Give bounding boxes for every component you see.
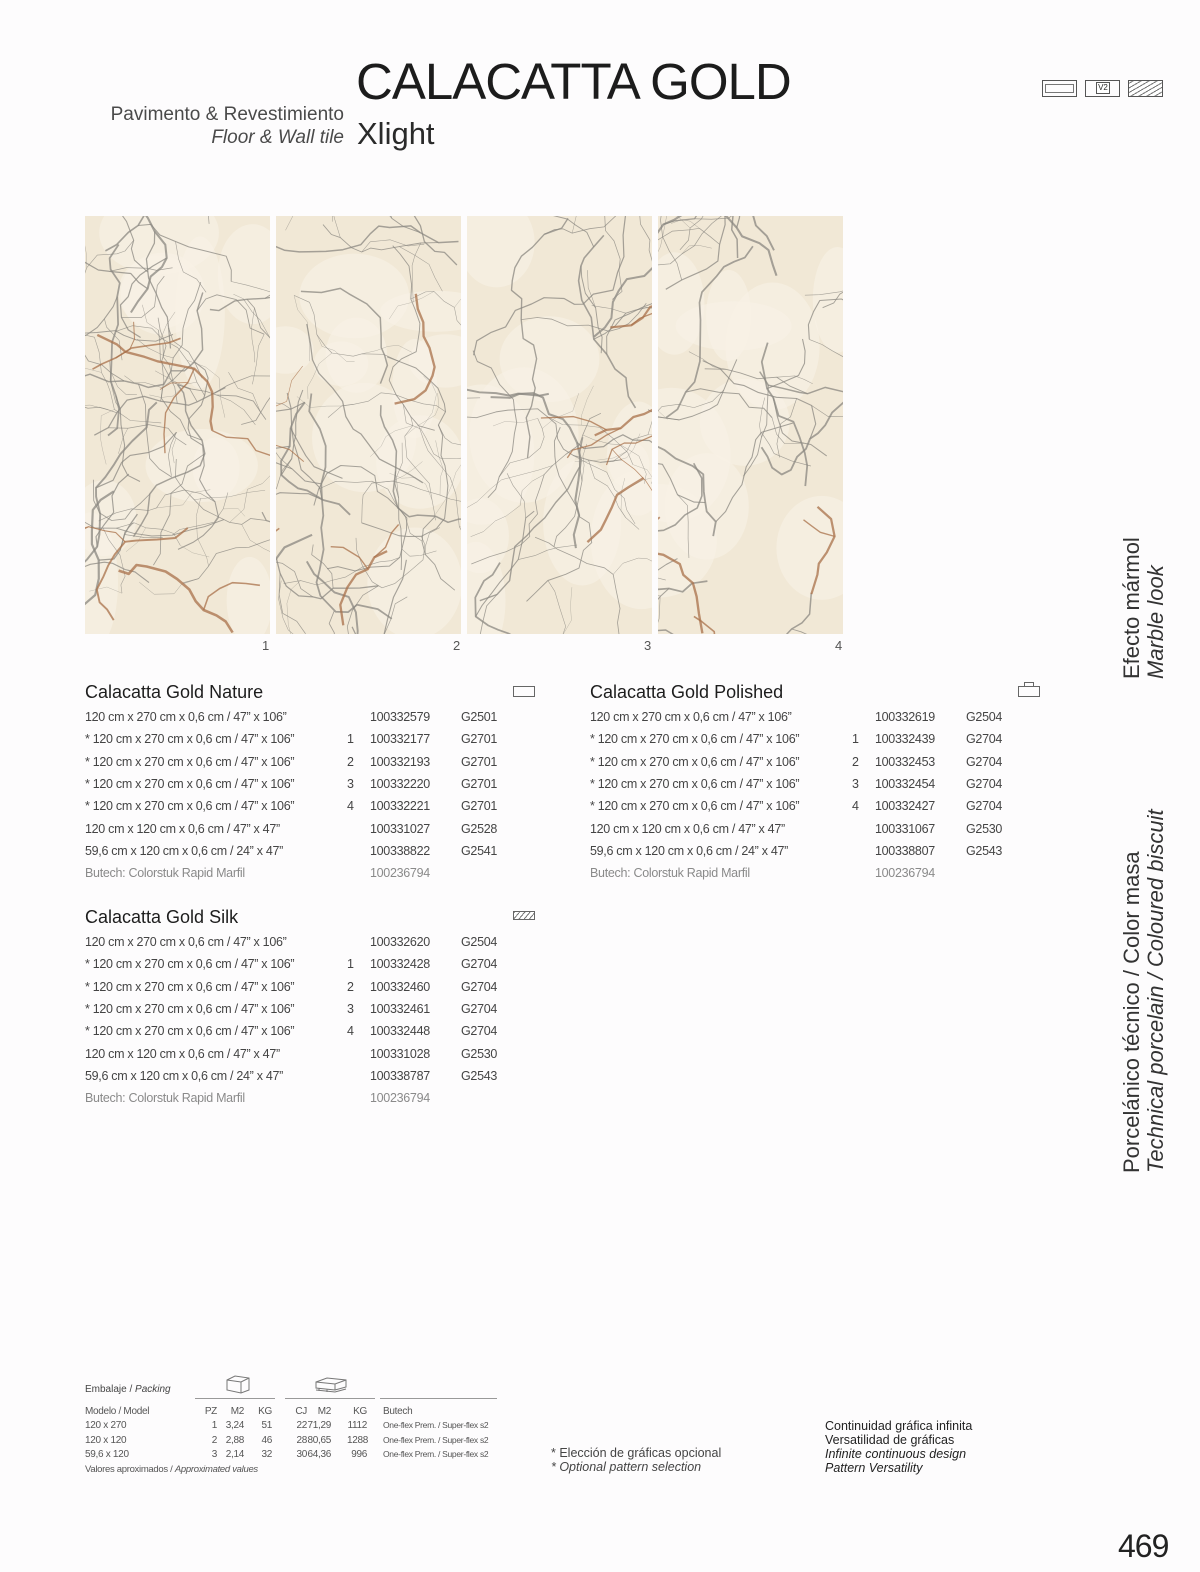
size-cell: * 120 cm x 270 cm x 0,6 cm / 47” x 106” xyxy=(85,754,295,769)
butech-code: 100236794 xyxy=(875,866,935,881)
header-subtitle xyxy=(111,103,344,149)
product-row xyxy=(85,998,535,1020)
product-silk xyxy=(85,907,535,1109)
product-nature xyxy=(85,682,535,884)
graphic-code-cell: G2543 xyxy=(461,1068,498,1083)
product-code-cell: 100332454 xyxy=(875,777,935,792)
subtitle-es: Pavimento & Revestimiento xyxy=(110,104,344,125)
tile-number-cell: 2 xyxy=(347,979,354,994)
optional-en: * Optional pattern selection xyxy=(551,1460,702,1474)
side-porcelain xyxy=(1120,809,1168,1173)
box-icon xyxy=(225,1374,251,1394)
tile-number-cell: 1 xyxy=(347,957,354,972)
product-row xyxy=(85,1020,535,1042)
graphic-code-cell: G2704 xyxy=(966,732,1003,747)
packing-cell: One-flex Prem. / Super-flex s2 xyxy=(383,1434,489,1445)
pallet-icon xyxy=(313,1374,349,1394)
product-code-cell: 100332439 xyxy=(875,732,935,747)
graphic-code-cell: G2704 xyxy=(461,1002,498,1017)
graphic-code-cell: G2704 xyxy=(966,777,1003,792)
slab-label-3: 3 xyxy=(644,638,652,653)
product-title: Calacatta Gold Polished xyxy=(590,682,784,702)
packing-title xyxy=(85,1384,171,1395)
product-row xyxy=(85,706,535,728)
graphic-code-cell: G2704 xyxy=(461,1024,498,1039)
packing-note xyxy=(85,1464,258,1475)
v2-icon xyxy=(1085,80,1120,97)
v2-label: V2 xyxy=(1096,82,1110,94)
page-title: CALACATTA GOLD xyxy=(356,53,791,110)
divider xyxy=(380,1398,497,1399)
product-title: Calacatta Gold Silk xyxy=(85,907,239,927)
packing-cell: 28 xyxy=(296,1434,307,1446)
tile-number-cell: 3 xyxy=(347,777,354,792)
packing-cell: 120 x 120 xyxy=(85,1434,127,1446)
packing-header-cell: PZ xyxy=(204,1406,217,1417)
tile-number-cell: 1 xyxy=(852,732,859,747)
tile-number-cell: 3 xyxy=(347,1002,354,1017)
slab-label-1: 1 xyxy=(262,638,270,653)
packing-header-cell: Butech xyxy=(383,1406,413,1417)
packing-header-cell: Modelo / Model xyxy=(85,1406,150,1417)
slab-label-4: 4 xyxy=(835,638,843,653)
product-code-cell: 100332177 xyxy=(370,732,430,747)
product-row xyxy=(85,840,535,862)
subtitle-en: Floor & Wall tile xyxy=(211,127,344,148)
divider xyxy=(285,1398,375,1399)
tile-number-cell: 4 xyxy=(347,799,354,814)
product-row xyxy=(85,795,535,817)
polished-finish-icon xyxy=(1018,686,1040,697)
size-cell: * 120 cm x 270 cm x 0,6 cm / 47” x 106” xyxy=(590,799,800,814)
product-row xyxy=(590,751,1040,773)
packing-note-es: Valores aproximados / xyxy=(85,1464,173,1475)
side-marble-look xyxy=(1120,537,1168,679)
packing-title-es: Embalaje / xyxy=(85,1384,133,1395)
product-code-cell: 100332620 xyxy=(370,935,430,950)
slab-icon xyxy=(1042,80,1077,97)
packing-cell: 996 xyxy=(351,1449,367,1460)
size-cell: 120 cm x 270 cm x 0,6 cm / 47” x 106” xyxy=(590,710,792,725)
slab-image-2 xyxy=(276,216,461,634)
packing-cell: 32 xyxy=(261,1449,272,1460)
butech-label: Butech: Colorstuk Rapid Marfil xyxy=(85,866,245,881)
tile-number-cell: 2 xyxy=(852,754,859,769)
packing-header-cell: M2 xyxy=(317,1406,331,1417)
packing-header-cell: M2 xyxy=(230,1406,244,1417)
packing-cell: 22 xyxy=(296,1420,307,1431)
graphic-code-cell: G2543 xyxy=(966,843,1003,858)
product-code-cell: 100331067 xyxy=(875,821,935,836)
texture-icon xyxy=(1128,80,1163,97)
product-row xyxy=(85,976,535,998)
marble-texture xyxy=(658,216,843,634)
graphic-code-cell: G2501 xyxy=(461,710,498,725)
marble-en: Marble look xyxy=(1143,565,1168,679)
format-icons xyxy=(1042,80,1163,97)
product-code-cell: 100332428 xyxy=(370,957,430,972)
size-cell: 59,6 cm x 120 cm x 0,6 cm / 24” x 47” xyxy=(590,843,789,858)
product-code-cell: 100338822 xyxy=(370,843,430,858)
continuity-note xyxy=(825,1419,972,1475)
product-row xyxy=(85,728,535,750)
graphic-code-cell: G2701 xyxy=(461,777,498,792)
tile-number-cell: 3 xyxy=(852,777,859,792)
butech-label: Butech: Colorstuk Rapid Marfil xyxy=(590,866,750,881)
size-cell: * 120 cm x 270 cm x 0,6 cm / 47” x 106” xyxy=(85,777,295,792)
product-row xyxy=(590,840,1040,862)
graphic-code-cell: G2704 xyxy=(461,979,498,994)
product-code-cell: 100332579 xyxy=(370,710,430,725)
slab-image-1 xyxy=(85,216,270,634)
size-cell: 120 cm x 270 cm x 0,6 cm / 47” x 106” xyxy=(85,710,287,725)
tile-number-cell: 1 xyxy=(347,732,354,747)
size-cell: * 120 cm x 270 cm x 0,6 cm / 47” x 106” xyxy=(85,1002,295,1017)
continuity-line-3: Infinite continuous design xyxy=(825,1447,967,1461)
product-row xyxy=(590,706,1040,728)
marble-texture xyxy=(467,216,652,634)
size-cell: 59,6 cm x 120 cm x 0,6 cm / 24” x 47” xyxy=(85,843,284,858)
graphic-code-cell: G2528 xyxy=(461,821,498,836)
packing-cell: 3,24 xyxy=(225,1420,244,1431)
marble-texture xyxy=(85,216,270,634)
product-row xyxy=(590,795,1040,817)
slab-label-2: 2 xyxy=(453,638,461,653)
continuity-line-4: Pattern Versatility xyxy=(825,1461,923,1475)
series-name: Xlight xyxy=(357,116,435,151)
packing-cell: 51 xyxy=(261,1420,272,1431)
product-row xyxy=(85,931,535,953)
packing-header-cell: CJ xyxy=(295,1406,307,1417)
packing-cell: 59,6 x 120 xyxy=(85,1449,129,1460)
packing-cell: 1112 xyxy=(347,1420,367,1431)
product-code-cell: 100338787 xyxy=(370,1068,430,1083)
product-code-cell: 100332221 xyxy=(370,799,430,814)
size-cell: 120 cm x 120 cm x 0,6 cm / 47” x 47” xyxy=(590,821,785,836)
product-code-cell: 100332460 xyxy=(370,979,430,994)
product-row xyxy=(85,751,535,773)
size-cell: * 120 cm x 270 cm x 0,6 cm / 47” x 106” xyxy=(590,732,800,747)
continuity-line-1: Continuidad gráfica infinita xyxy=(825,1419,973,1433)
packing-cell: 80,65 xyxy=(307,1434,331,1446)
product-code-cell: 100332453 xyxy=(875,754,935,769)
tile-number-cell: 2 xyxy=(347,754,354,769)
graphic-code-cell: G2704 xyxy=(966,799,1003,814)
divider xyxy=(195,1398,275,1399)
product-row xyxy=(85,953,535,975)
butech-row xyxy=(85,862,535,884)
marble-texture xyxy=(276,216,461,634)
product-row xyxy=(590,817,1040,839)
packing-note-en: Approximated values xyxy=(174,1464,258,1475)
product-code-cell: 100332448 xyxy=(370,1024,430,1039)
product-code-cell: 100331027 xyxy=(370,821,430,836)
packing-cell: 46 xyxy=(261,1434,272,1446)
optional-pattern-note xyxy=(551,1446,721,1474)
packing-cell: 2 xyxy=(211,1434,217,1446)
product-title: Calacatta Gold Nature xyxy=(85,682,264,702)
packing-cell: 120 x 270 xyxy=(85,1420,127,1431)
tile-number-cell: 4 xyxy=(347,1024,354,1039)
product-row xyxy=(85,773,535,795)
product-code-cell: 100331028 xyxy=(370,1046,430,1061)
page-number: 469 xyxy=(1118,1528,1169,1564)
size-cell: 59,6 cm x 120 cm x 0,6 cm / 24” x 47” xyxy=(85,1068,284,1083)
tile-number-cell: 4 xyxy=(852,799,859,814)
graphic-code-cell: G2504 xyxy=(966,710,1003,725)
graphic-code-cell: G2701 xyxy=(461,754,498,769)
product-row xyxy=(85,1065,535,1087)
graphic-code-cell: G2541 xyxy=(461,843,498,858)
graphic-code-cell: G2530 xyxy=(966,821,1003,836)
packing-cell: One-flex Prem. / Super-flex s2 xyxy=(383,1420,489,1430)
product-polished xyxy=(590,682,1040,884)
size-cell: 120 cm x 120 cm x 0,6 cm / 47” x 47” xyxy=(85,821,280,836)
product-code-cell: 100332220 xyxy=(370,777,430,792)
packing-header-cell: KG xyxy=(258,1406,272,1417)
graphic-code-cell: G2701 xyxy=(461,799,498,814)
butech-row xyxy=(85,1087,535,1109)
butech-code: 100236794 xyxy=(370,1091,430,1106)
marble-es: Efecto mármol xyxy=(1119,537,1144,679)
size-cell: 120 cm x 270 cm x 0,6 cm / 47” x 106” xyxy=(85,935,287,950)
butech-row xyxy=(590,862,1040,884)
silk-finish-icon xyxy=(513,911,535,920)
packing-cell: 30 xyxy=(296,1449,307,1460)
packing-cell: 2,88 xyxy=(225,1434,244,1446)
size-cell: * 120 cm x 270 cm x 0,6 cm / 47” x 106” xyxy=(590,777,800,792)
packing-title-en: Packing xyxy=(135,1384,171,1395)
slab-image-3 xyxy=(467,216,652,634)
continuity-line-2: Versatilidad de gráficas xyxy=(825,1433,955,1447)
packing-cell: 3 xyxy=(211,1449,217,1460)
packing-cell: 1 xyxy=(211,1420,217,1431)
product-code-cell: 100332619 xyxy=(875,710,935,725)
size-cell: * 120 cm x 270 cm x 0,6 cm / 47” x 106” xyxy=(85,732,295,747)
product-row xyxy=(590,773,1040,795)
packing-cell: 2,14 xyxy=(225,1449,244,1460)
packing-header-cell: KG xyxy=(353,1406,367,1417)
packing-cell: 64,36 xyxy=(307,1449,331,1460)
product-row xyxy=(85,817,535,839)
porcelain-en: Technical porcelain / Coloured biscuit xyxy=(1143,809,1168,1173)
packing-cell: One-flex Prem. / Super-flex s2 xyxy=(383,1449,489,1459)
product-row xyxy=(85,1042,535,1064)
packing-cell: 1288 xyxy=(347,1434,369,1446)
size-cell: * 120 cm x 270 cm x 0,6 cm / 47” x 106” xyxy=(85,957,295,972)
butech-code: 100236794 xyxy=(370,866,430,881)
size-cell: * 120 cm x 270 cm x 0,6 cm / 47” x 106” xyxy=(85,979,295,994)
packing-cell: 71,29 xyxy=(307,1420,331,1431)
size-cell: * 120 cm x 270 cm x 0,6 cm / 47” x 106” xyxy=(590,754,800,769)
matte-finish-icon xyxy=(513,686,535,697)
butech-label: Butech: Colorstuk Rapid Marfil xyxy=(85,1091,245,1106)
graphic-code-cell: G2530 xyxy=(461,1046,498,1061)
size-cell: * 120 cm x 270 cm x 0,6 cm / 47” x 106” xyxy=(85,1024,295,1039)
graphic-code-cell: G2704 xyxy=(966,754,1003,769)
size-cell: * 120 cm x 270 cm x 0,6 cm / 47” x 106” xyxy=(85,799,295,814)
graphic-code-cell: G2504 xyxy=(461,935,498,950)
graphic-code-cell: G2701 xyxy=(461,732,498,747)
graphic-code-cell: G2704 xyxy=(461,957,498,972)
product-code-cell: 100332461 xyxy=(370,1002,430,1017)
product-row xyxy=(590,728,1040,750)
size-cell: 120 cm x 120 cm x 0,6 cm / 47” x 47” xyxy=(85,1046,280,1061)
product-code-cell: 100338807 xyxy=(875,843,935,858)
porcelain-es: Porcelánico técnico / Color masa xyxy=(1119,851,1144,1173)
optional-es: * Elección de gráficas opcional xyxy=(551,1446,722,1460)
slab-image-4 xyxy=(658,216,843,634)
product-code-cell: 100332427 xyxy=(875,799,935,814)
product-code-cell: 100332193 xyxy=(370,754,430,769)
